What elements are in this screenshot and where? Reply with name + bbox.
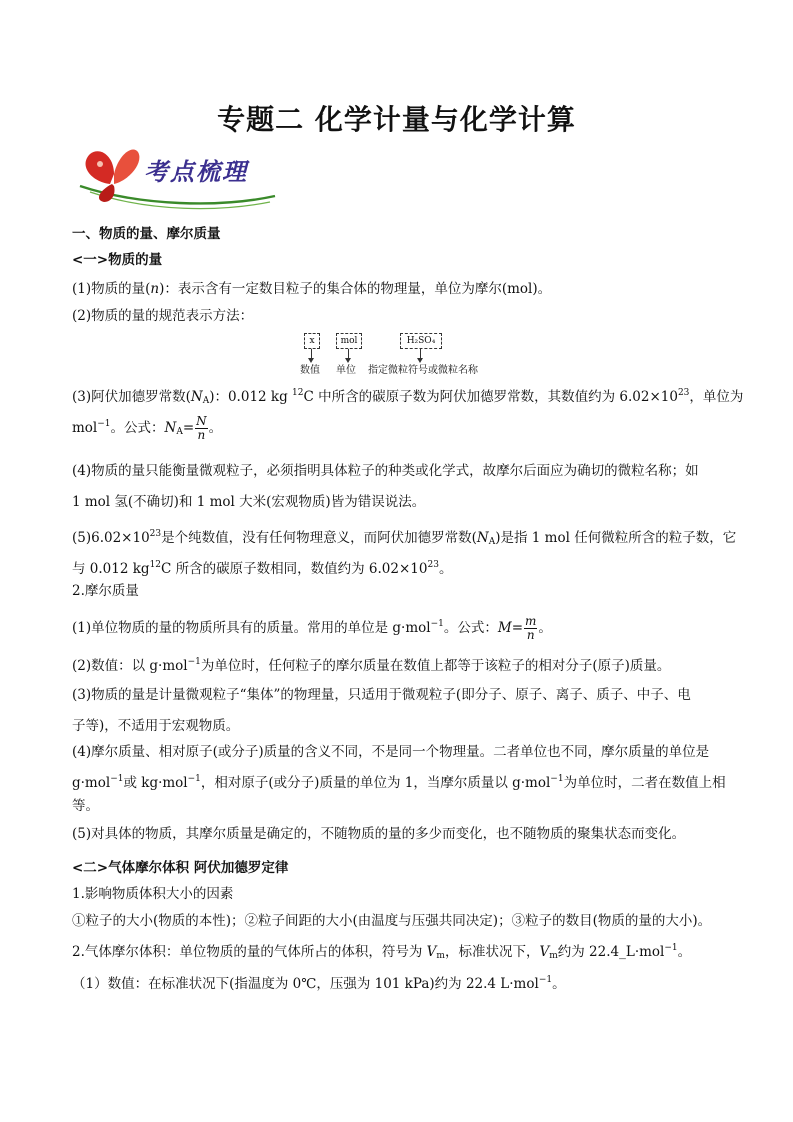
paragraph-4-line2: 1 mol 氢(不确切)和 1 mol 大米(宏观物质)皆为错误说法。: [72, 494, 426, 510]
subsection-heading-2: 2.摩尔质量: [72, 583, 139, 599]
section-banner: 考点梳理: [144, 158, 248, 186]
paragraph-3: (3)阿伏加德罗常数$(N_A)$：0.012 kg $^{12}$C 中所含的碳原子数为阿伏加德罗常数，其数值约为 $6.02\times 10^{23}$，单位为: [72, 388, 744, 406]
molar-mass-4-line2: g·mol$^{-1}$或 kg·mol$^{-1}$，相对原子(或分子)质量的单位为 1，当摩尔质量以 g·mol$^{-1}$为单位时，二者在数值上相: [72, 774, 726, 791]
paragraph-5-line2: 与 0.012 $kg^{12}C$ 所含的碳原子数相同，数值约为 $6.02\times 10^{23}$。: [72, 560, 453, 577]
fraction: $\frac{m}{n}$: [525, 614, 537, 642]
gas-4: （1）数值：在标准状况下(指温度为 0℃，压强为 101 kPa)约为 22.4 L·mol$^{-1}$。: [72, 975, 566, 992]
paragraph-1: (1)物质的量(n)：表示含有一定数目粒子的集合体的物理量，单位为摩尔(mol)。: [72, 281, 552, 297]
molar-mass-2: (2)数值：以 g·mol$^{-1}$为单位时，任何粒子的摩尔质量在数值上都等于该粒子的相对分子(原子)质量。: [72, 657, 671, 674]
fraction: $\frac{N}{n}$: [196, 414, 207, 442]
gas-3: 2.气体摩尔体积：单位物质的量的气体所占的体积，符号为 $V_m$，标准状况下，$V_m$约为 22.4_L·mol$^{-1}$。: [72, 943, 692, 961]
paragraph-3-line2: mol$^{-1}$。公式：$N_A=$ $\frac{N}{n}$ 。: [72, 414, 223, 442]
molar-mass-3-line2: 子等)，不适用于宏观物质。: [72, 718, 240, 734]
unit-label: 单位: [336, 365, 356, 376]
arrow-icon: [420, 349, 421, 359]
subsection-heading: <一>物质的量: [72, 252, 163, 268]
notation-diagram: [296, 333, 506, 377]
unit-box: mol: [336, 333, 362, 349]
gas-1: 1.影响物质体积大小的因素: [72, 886, 234, 902]
value-box: x: [304, 333, 320, 349]
arrow-icon: [348, 349, 349, 359]
page-title: 专题二 化学计量与化学计算: [217, 103, 576, 136]
molar-mass-4-line3: 等。: [72, 798, 99, 814]
molar-mass-1: (1)单位物质的量的物质所具有的质量。常用的单位是 g·mol$^{-1}$。公式：M= $\frac{m}{n}$ 。: [72, 614, 552, 642]
molar-mass-5: (5)对具体的物质，其摩尔质量是确定的，不随物质的量的多少而变化，也不随物质的聚集状态而变化。: [72, 826, 686, 842]
particle-label: 指定微粒符号或微粒名称: [368, 365, 478, 376]
section2-heading: <二>气体摩尔体积 阿伏加德罗定律: [72, 860, 289, 876]
particle-box: H₂SO₄: [400, 333, 442, 349]
value-label: 数值: [300, 365, 320, 376]
molar-mass-3: (3)物质的量是计量微观粒子“集体”的物理量，只适用于微观粒子(即分子、原子、离子、质子、中子、电: [72, 687, 691, 703]
arrow-icon: [311, 349, 312, 359]
gas-2: ①粒子的大小(物质的本性)；②粒子间距的大小(由温度与压强共同决定)；③粒子的数目(物质的量的大小)。: [72, 913, 712, 929]
molar-mass-4: (4)摩尔质量、相对原子(或分子)质量的含义不同，不是同一个物理量。二者单位也不同，摩尔质量的单位是: [72, 744, 710, 760]
section-heading: 一、物质的量、摩尔质量: [72, 226, 221, 242]
paragraph-5: $(5)6.02\times 10^{23}$是个纯数值，没有任何物理意义，而阿伏加德罗常数$(N_A)$是指 1 mol 任何微粒所含的粒子数，它: [72, 529, 737, 547]
paragraph-4: (4)物质的量只能衡量微观粒子，必须指明具体粒子的种类或化学式，故摩尔后面应为确切的微粒名称；如: [72, 463, 699, 479]
paragraph-2: (2)物质的量的规范表示方法：: [72, 308, 254, 324]
